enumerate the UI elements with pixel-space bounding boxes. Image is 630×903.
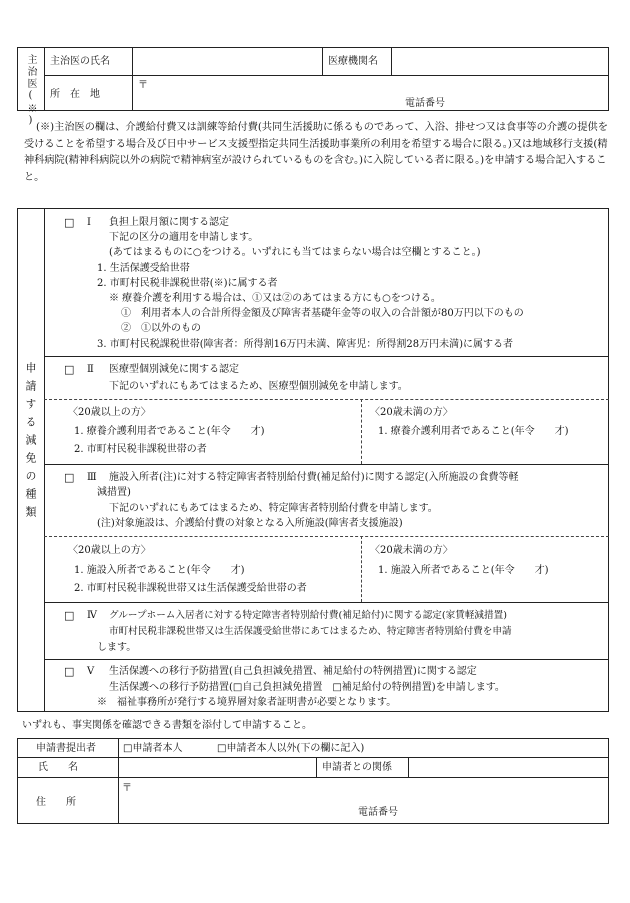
sec2-left-item2: 2. 市町村民税非課税世帯の者 bbox=[74, 444, 207, 455]
sec5-note: ※ 福祉事務所が発行する境界層対象者証明書が必要となります。 bbox=[97, 697, 397, 708]
doctor-side-label: 主治医(※) bbox=[25, 54, 36, 128]
submitter-name-field[interactable] bbox=[122, 759, 312, 775]
submitter-address-field[interactable] bbox=[134, 781, 604, 795]
divider bbox=[408, 757, 409, 777]
sec4-desc2: します。 bbox=[97, 642, 137, 653]
divider bbox=[44, 536, 609, 537]
divider bbox=[118, 738, 119, 824]
sec3-right-head: 〈20歳未満の方〉 bbox=[370, 545, 453, 556]
submitter-option-other[interactable]: □申請者本人以外(下の欄に記入) bbox=[217, 743, 365, 754]
submitter-name-label: 氏 名 bbox=[38, 762, 78, 773]
doctor-name-label: 主治医の氏名 bbox=[50, 56, 110, 67]
sec3-note: (注)対象施設は、介護給付費の対象となる入所施設(障害者支援施設) bbox=[97, 518, 403, 529]
divider bbox=[361, 399, 362, 464]
sec3-left-item1: 1. 施設入所者であること(年令 才) bbox=[74, 565, 245, 576]
sec5-title: 生活保護への移行予防措置(自己負担減免措置、補足給付の特例措置)に関する認定 bbox=[109, 666, 477, 677]
divider bbox=[44, 399, 609, 400]
sec2-right-item1: 1. 療養介護利用者であること(年令 才) bbox=[378, 426, 569, 437]
doctor-note: (※)主治医の欄は、介護給付費又は訓練等給付費(共同生活援助に係るものであって、入浴、排せつ又は食事等の介護の提供を受けることを希望する場合及び日中サービス支援型指定共同生活援助事業所の利用を希望する場合に限る。)又は地域移行支援(精神科病院(精神科病院以外の病院で精神病室が設けられているものを含む。)に入院している者に限る。)を申請する場合記入すること。 bbox=[24, 122, 608, 183]
divider bbox=[316, 757, 317, 777]
sec5-numeral: Ⅴ bbox=[87, 666, 95, 677]
sec4-numeral: Ⅳ bbox=[87, 610, 97, 621]
sec1-item2[interactable]: 2. 市町村民税非課税世帯(※)に属する者 bbox=[97, 278, 278, 289]
sec3-numeral: Ⅲ bbox=[87, 472, 97, 483]
sec1-note: ※ 療養介護を利用する場合は、①又は②のあてはまる方にも○をつける。 bbox=[109, 293, 441, 304]
divider bbox=[322, 47, 323, 75]
relation-label: 申請者との関係 bbox=[322, 762, 392, 773]
sec4-checkbox[interactable]: □ bbox=[64, 609, 75, 622]
sec3-left-item2: 2. 市町村民税非課税世帯又は生活保護受給世帯の者 bbox=[74, 583, 307, 594]
postal-mark: 〒 bbox=[138, 80, 148, 91]
sec3-title: 施設入所者(注)に対する特定障害者特別給付費(補足給付)に関する認定(入所施設の食費等軽 bbox=[109, 472, 519, 483]
divider bbox=[132, 47, 133, 111]
divider bbox=[44, 464, 609, 465]
reduction-side-label: 申請する減免の種類 bbox=[24, 362, 37, 524]
sec3-left-head: 〈20歳以上の方〉 bbox=[68, 545, 151, 556]
sec3-right-item1: 1. 施設入所者であること(年令 才) bbox=[378, 565, 549, 576]
sec2-numeral: Ⅱ bbox=[87, 364, 94, 375]
submitter-address-label: 住 所 bbox=[36, 797, 76, 808]
divider bbox=[44, 47, 45, 111]
sec2-right-head: 〈20歳未満の方〉 bbox=[370, 407, 453, 418]
sec1-sub1[interactable]: ① 利用者本人の合計所得金額及び障害者基礎年金等の収入の合計額が80万円以下のもの bbox=[121, 308, 524, 319]
sec2-checkbox[interactable]: □ bbox=[64, 363, 75, 376]
submitter-tel-label: 電話番号 bbox=[358, 807, 398, 818]
sec3-title2: 減措置) bbox=[97, 487, 131, 498]
divider bbox=[44, 75, 609, 76]
sec1-item3[interactable]: 3. 市町村民税課税世帯(障害者：所得割16万円未満、障害児：所得割28万円未満)に属する者 bbox=[97, 339, 513, 350]
sec3-desc: 下記のいずれにもあてはまるため、特定障害者特別給付費を申請します。 bbox=[109, 503, 438, 514]
submitter-label: 申請書提出者 bbox=[36, 743, 96, 754]
sec1-checkbox[interactable]: □ bbox=[64, 216, 75, 229]
sec2-desc: 下記のいずれにもあてはまるため、医療型個別減免を申請します。 bbox=[109, 381, 408, 392]
sec5-desc: 生活保護への移行予防措置(□自己負担減免措置 □補足給付の特例措置)を申請します。 bbox=[109, 682, 505, 693]
postal-mark: 〒 bbox=[122, 783, 132, 794]
divider bbox=[17, 757, 609, 758]
institution-field[interactable] bbox=[395, 50, 605, 72]
sec1-item1[interactable]: 1. 生活保護受給世帯 bbox=[97, 263, 190, 274]
sec4-desc1: 市町村民税非課税世帯又は生活保護受給世帯にあてはまるため、特定障害者特別給付費を申請 bbox=[109, 626, 512, 637]
sec1-numeral: Ⅰ bbox=[87, 217, 91, 228]
sec1-title: 負担上限月額に関する認定 bbox=[109, 217, 229, 228]
institution-label: 医療機関名 bbox=[328, 56, 378, 67]
submitter-option-self[interactable]: □申請者本人 bbox=[123, 743, 183, 754]
relation-field[interactable] bbox=[412, 759, 605, 775]
attach-note: いずれも、事実関係を確認できる書類を添付して申請すること。 bbox=[22, 720, 312, 731]
sec5-checkbox[interactable]: □ bbox=[64, 665, 75, 678]
sec2-title: 医療型個別減免に関する認定 bbox=[109, 364, 239, 375]
doctor-name-field[interactable] bbox=[136, 50, 318, 72]
doctor-tel-label: 電話番号 bbox=[405, 98, 445, 109]
sec3-checkbox[interactable]: □ bbox=[64, 471, 75, 484]
divider bbox=[44, 208, 45, 712]
doctor-address-label: 所 在 地 bbox=[50, 89, 100, 100]
divider bbox=[391, 47, 392, 75]
divider bbox=[361, 536, 362, 602]
sec2-left-item1: 1. 療養介護利用者であること(年令 才) bbox=[74, 426, 265, 437]
sec1-desc1: 下記の区分の適用を申請します。 bbox=[109, 232, 259, 243]
doctor-address-field[interactable] bbox=[150, 78, 600, 92]
sec1-desc2: (あてはまるものに○をつける。いずれにも当てはまらない場合は空欄とすること。) bbox=[109, 247, 481, 258]
sec1-sub2[interactable]: ② ①以外のもの bbox=[121, 323, 201, 334]
divider bbox=[17, 777, 609, 778]
sec2-left-head: 〈20歳以上の方〉 bbox=[68, 407, 151, 418]
divider bbox=[44, 602, 609, 603]
divider bbox=[44, 659, 609, 660]
sec4-title: グループホーム入居者に対する特定障害者特別給付費(補足給付)に関する認定(家賃軽減措置) bbox=[109, 610, 507, 621]
divider bbox=[44, 356, 609, 357]
